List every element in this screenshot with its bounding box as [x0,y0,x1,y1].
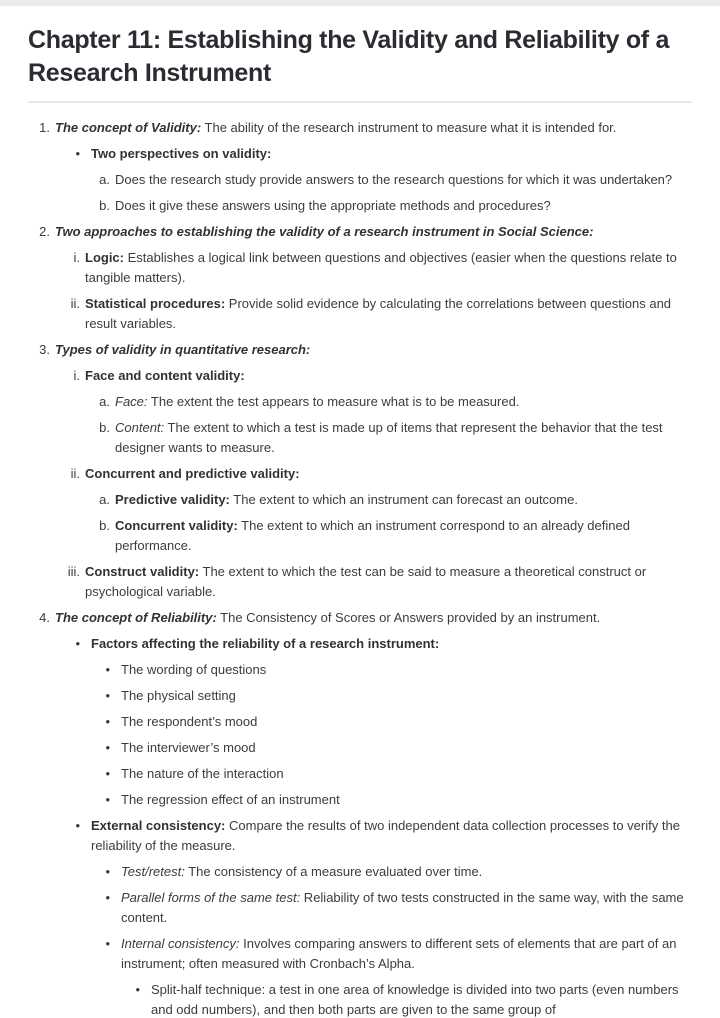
text-segment: Test/retest: [121,864,185,879]
list-item [28,118,692,138]
text-segment: Does the research study provide answers to the research questions for which it was undertaken? [115,172,673,187]
bullet-marker: • [105,714,110,729]
list-item-text [85,366,692,386]
list-marker: 1. [39,120,50,135]
list-marker: a. [99,394,110,409]
list-item [28,764,692,784]
text-segment: The extent to which a test is made up of items that represent the behavior that the test designer wants to measure. [115,420,663,455]
list-item-text [121,686,692,706]
list-item-text [85,464,692,484]
list-item [28,608,692,628]
list-item-text [121,738,692,758]
list-item-text [55,222,692,242]
list-item [28,392,692,412]
bullet-marker: • [75,818,80,833]
list-item [28,170,692,190]
text-segment: Internal consistency: [121,936,240,951]
list-marker: b. [99,198,110,213]
list-marker: b. [99,518,110,533]
text-segment: Statistical procedures: [85,296,226,311]
list-item-text [91,816,692,856]
text-segment: Construct validity: [85,564,200,579]
list-item [28,738,692,758]
text-segment: The extent to which an instrument correspond to an already defined performance. [115,518,630,553]
list-item [28,222,692,242]
text-segment: The extent the test appears to measure what is to be measured. [147,394,520,409]
text-segment: Concurrent and predictive validity: [85,466,300,481]
outline-list [28,118,692,1018]
list-item [28,934,692,974]
list-item-text [121,764,692,784]
text-segment: Predictive validity: [115,492,230,507]
page-title: Chapter 11: Establishing the Validity and Reliability of a Research Instrument [28,26,670,87]
list-item-text [121,660,692,680]
text-segment: Content: [115,420,165,435]
list-item [28,660,692,680]
list-item [28,712,692,732]
text-segment: Concurrent validity: [115,518,238,533]
list-marker: i. [73,368,80,383]
text-segment: The regression effect of an instrument [121,792,340,807]
list-item-text [55,608,692,628]
text-segment: Does it give these answers using the appropriate methods and procedures? [115,198,551,213]
list-marker: ii. [70,296,80,311]
text-segment: Involves comparing answers to different sets of elements that are part of an instrument; often measured with Cronbach’s Alpha. [121,936,677,971]
list-item [28,862,692,882]
text-segment: Face: [115,394,148,409]
list-item-text [91,144,692,164]
list-item [28,790,692,810]
list-item-text [85,248,692,288]
list-item-text [115,392,692,412]
bullet-marker: • [105,792,110,807]
text-segment: The concept of Reliability: [55,610,217,625]
text-segment: Face and content validity: [85,368,245,383]
list-item [28,418,692,458]
list-item-text [121,862,692,882]
bullet-marker: • [75,146,80,161]
list-marker: 3. [39,342,50,357]
list-marker: a. [99,172,110,187]
list-marker: 2. [39,224,50,239]
list-item [28,340,692,360]
list-item-text [151,980,692,1018]
text-segment: External consistency: [91,818,226,833]
list-item [28,490,692,510]
list-item-text [115,170,692,190]
list-item [28,516,692,556]
text-segment: The ability of the research instrument to measure what it is intended for. [201,120,617,135]
list-item-text [115,418,692,458]
list-item [28,686,692,706]
bullet-marker: • [105,766,110,781]
text-segment: The nature of the interaction [121,766,284,781]
window-top-edge [0,0,720,6]
text-segment: The concept of Validity: [55,120,202,135]
list-marker: iii. [67,564,80,579]
list-item-text [85,294,692,334]
text-segment: The wording of questions [121,662,267,677]
list-item-text [121,888,692,928]
list-item-text [55,340,692,360]
text-segment: Parallel forms of the same test: [121,890,301,905]
bullet-marker: • [105,688,110,703]
text-segment: The respondent’s mood [121,714,258,729]
text-segment: Types of validity in quantitative research: [55,342,311,357]
list-item-text [121,790,692,810]
list-marker: b. [99,420,110,435]
list-item-text [55,118,692,138]
list-item [28,294,692,334]
list-item [28,196,692,216]
text-segment: The physical setting [121,688,236,703]
text-segment: The extent to which an instrument can forecast an outcome. [229,492,578,507]
list-item-text [85,562,692,602]
bullet-marker: • [75,636,80,651]
text-segment: The Consistency of Scores or Answers provided by an instrument. [216,610,601,625]
bullet-marker: • [105,936,110,951]
text-segment: Two perspectives on validity: [91,146,272,161]
text-segment: Reliability of two tests constructed in the same way, with the same content. [121,890,684,925]
text-segment: Factors affecting the reliability of a research instrument: [91,636,440,651]
bullet-marker: • [105,890,110,905]
bullet-marker: • [105,864,110,879]
list-item [28,144,692,164]
list-item [28,562,692,602]
text-segment: Compare the results of two independent data collection processes to verify the reliability of the measure. [91,818,680,853]
text-segment: Logic: [85,250,124,265]
list-item [28,634,692,654]
list-marker: 4. [39,610,50,625]
text-segment: The extent to which the test can be said to measure a theoretical construct or psychological variable. [85,564,647,599]
text-segment: The interviewer’s mood [121,740,256,755]
list-item-text [115,516,692,556]
list-item-text [91,634,692,654]
title-divider [28,101,692,103]
list-item [28,366,692,386]
list-item-text [115,490,692,510]
list-item [28,888,692,928]
text-segment: The consistency of a measure evaluated over time. [184,864,483,879]
list-marker: i. [73,250,80,265]
text-segment: Split-half technique: a test in one area of knowledge is divided into two parts (even numbers and odd numbers), and then both parts are given to the same group of [151,982,679,1017]
list-item-text [121,712,692,732]
list-item [28,816,692,856]
text-segment: Provide solid evidence by calculating the correlations between questions and result variables. [85,296,672,331]
list-marker: ii. [70,466,80,481]
bullet-marker: • [105,662,110,677]
list-item [28,464,692,484]
list-marker: a. [99,492,110,507]
list-item-text [115,196,692,216]
list-item [28,980,692,1018]
text-segment: Establishes a logical link between questions and objectives (easier when the questions relate to tangible matters). [85,250,677,285]
bullet-marker: • [135,982,140,997]
list-item-text [121,934,692,974]
list-item [28,248,692,288]
bullet-marker: • [105,740,110,755]
text-segment: Two approaches to establishing the validity of a research instrument in Social Science: [55,224,594,239]
